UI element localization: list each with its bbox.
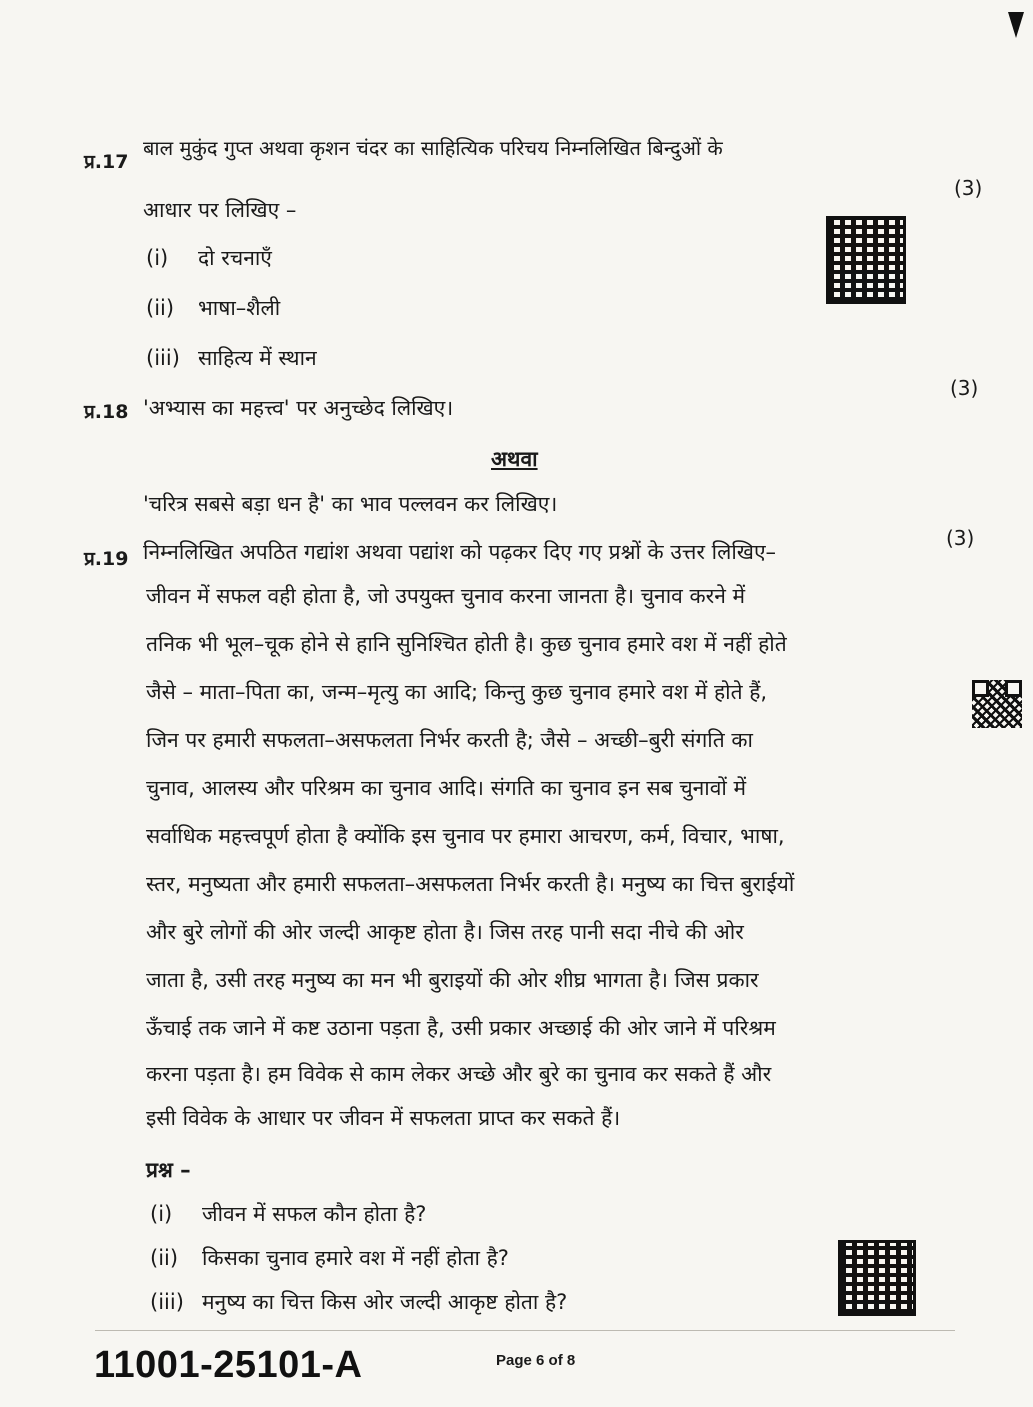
passage-line: स्तर, मनुष्यता और हमारी सफलता–असफलता निर्भर करती है। मनुष्य का चित्त बुराईयों xyxy=(146,872,795,896)
q17-marks: (3) xyxy=(954,176,983,200)
passage-line: ऊँचाई तक जाने में कष्ट उठाना पड़ता है, उसी प्रकार अच्छाई की ओर जाने में परिश्रम xyxy=(146,1016,776,1040)
passage-line: सर्वाधिक महत्त्वपूर्ण होता है क्योंकि इस चुनाव पर हमारा आचरण, कर्म, विचार, भाषा, xyxy=(146,824,785,848)
q17-item-2: (ii) भाषा–शैली xyxy=(146,296,281,320)
q17-number: प्र.17 xyxy=(84,151,129,173)
qr-code-side xyxy=(972,680,1022,728)
passage-line: जीवन में सफल वही होता है, जो उपयुक्त चुनाव करना जानता है। चुनाव करने में xyxy=(146,584,746,608)
page-number: Page 6 of 8 xyxy=(496,1352,576,1369)
corner-registration-mark xyxy=(1008,12,1024,38)
data-matrix-code-top xyxy=(826,216,906,304)
q19-question-3: (iii) मनुष्य का चित्त किस ओर जल्दी आकृष्ट होता है? xyxy=(150,1290,568,1314)
passage-line: जिन पर हमारी सफलता–असफलता निर्भर करती है; जैसे – अच्छी–बुरी संगति का xyxy=(146,728,753,752)
q17-text-line1: बाल मुकुंद गुप्त अथवा कृशन चंदर का साहित्यिक परिचय निम्नलिखित बिन्दुओं के xyxy=(143,136,723,160)
data-matrix-code-bottom xyxy=(838,1240,916,1316)
q19-intro: निम्नलिखित अपठित गद्यांश अथवा पद्यांश को पढ़कर दिए गए प्रश्नों के उत्तर लिखिए– xyxy=(143,540,777,564)
q18-alt-text: 'चरित्र सबसे बड़ा धन है' का भाव पल्लवन कर लिखिए। xyxy=(143,492,558,516)
q19-question-1: (i) जीवन में सफल कौन होता है? xyxy=(150,1202,427,1226)
or-heading: अथवा xyxy=(491,447,538,471)
q17-text-line2: आधार पर लिखिए – xyxy=(143,198,297,222)
passage-line: जाता है, उसी तरह मनुष्य का मन भी बुराइयों की ओर शीघ्र भागता है। जिस प्रकार xyxy=(146,968,759,992)
q17-item-3: (iii) साहित्य में स्थान xyxy=(146,346,317,370)
q19-marks: (3) xyxy=(946,526,975,550)
passage-line: करना पड़ता है। हम विवेक से काम लेकर अच्छे और बुरे का चुनाव कर सकते हैं और xyxy=(146,1062,772,1086)
passage-line: चुनाव, आलस्य और परिश्रम का चुनाव आदि। संगति का चुनाव इन सब चुनावों में xyxy=(146,776,747,800)
passage-line: जैसे – माता–पिता का, जन्म–मृत्यु का आदि; किन्तु कुछ चुनाव हमारे वश में होते हैं, xyxy=(146,680,768,704)
q18-number: प्र.18 xyxy=(84,401,129,423)
passage-line: इसी विवेक के आधार पर जीवन में सफलता प्राप्त कर सकते हैं। xyxy=(146,1106,621,1130)
footer-divider xyxy=(95,1330,955,1331)
q19-question-2: (ii) किसका चुनाव हमारे वश में नहीं होता है? xyxy=(150,1246,509,1270)
q18-marks: (3) xyxy=(950,376,979,400)
document-code: 11001-25101-A xyxy=(94,1344,363,1386)
q18-text: 'अभ्यास का महत्त्व' पर अनुच्छेद लिखिए। xyxy=(143,396,454,420)
passage-line: तनिक भी भूल–चूक होने से हानि सुनिश्चित होती है। कुछ चुनाव हमारे वश में नहीं होते xyxy=(146,632,787,656)
passage-line: और बुरे लोगों की ओर जल्दी आकृष्ट होता है। जिस तरह पानी सदा नीचे की ओर xyxy=(146,920,744,944)
questions-label: प्रश्न – xyxy=(146,1158,191,1182)
q19-number: प्र.19 xyxy=(84,548,129,570)
q17-item-1: (i) दो रचनाएँ xyxy=(146,246,272,270)
